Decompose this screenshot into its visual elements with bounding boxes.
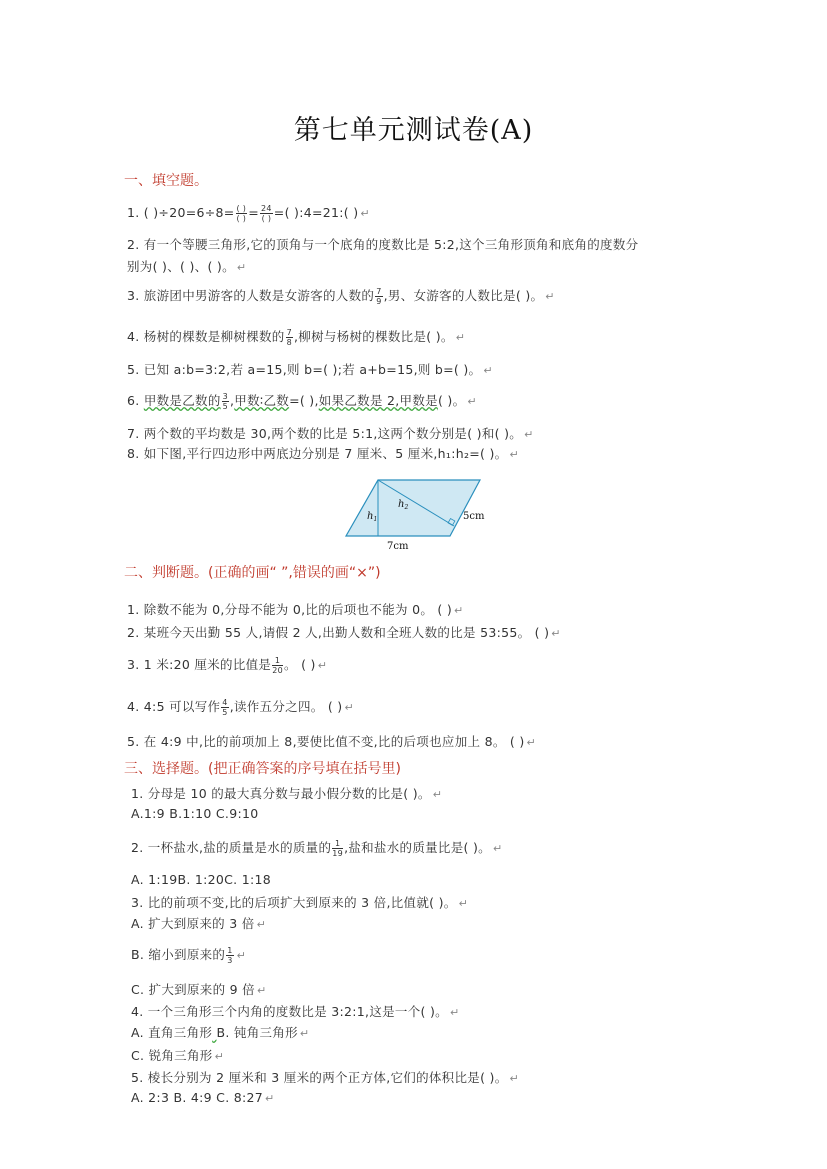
choice-question-5: 5. 棱长分别为 2 厘米和 3 厘米的两个正方体,它们的体积比是( )。 ↵ xyxy=(131,1070,520,1085)
fraction: $\frac{7}{9}$ xyxy=(376,287,382,306)
choice-question-2-options: A. 1:19B. 1:20C. 1:18 xyxy=(131,872,271,887)
fraction: $\frac{1}{19}$ xyxy=(332,839,344,858)
fraction: 24 ( ) xyxy=(261,204,272,223)
section-fill-heading: 一、填空题。 xyxy=(124,173,208,189)
fraction: $\frac{1}{3}$ xyxy=(227,946,233,965)
fill-question-2-line-2: 别为( )、( )、( )。 ↵ xyxy=(127,259,247,274)
judge-question-4: 4. 4:5 可以写作 $\frac{4}{5}$ ,读作五分之四。 ( ) ↵ xyxy=(127,698,354,717)
choice-question-3-option-c: C. 扩大到原来的 9 倍 ↵ xyxy=(131,982,267,997)
fill-question-8: 8. 如下图,平行四边形中两底边分别是 7 厘米、5 厘米,h₁:h₂=( )。 ↵ xyxy=(127,446,519,461)
choice-question-1-options: A.1:9 B.1:10 C.9:10 xyxy=(131,806,259,821)
label-h2: $h_2$ xyxy=(398,499,409,511)
page-title: 第七单元测试卷(A) xyxy=(293,115,534,146)
fill-question-2-line-1: 2. 有一个等腰三角形,它的顶角与一个底角的度数比是 5:2,这个三角形顶角和底角的度数分 xyxy=(127,237,639,252)
fill-question-6: 6. 甲数是乙数的 $\frac{3}{5}$ ,甲数∶乙数=( ),如果乙数是 2,甲数是( )。 ↵ xyxy=(127,392,477,411)
fraction: $\frac{1}{20}$ xyxy=(272,656,283,675)
judge-question-3: 3. 1 米:20 厘米的比值是 $\frac{1}{20}$ 。 ( ) ↵ xyxy=(127,656,328,675)
label-7cm: 7cm xyxy=(387,541,409,552)
label-h1: $h_1$ xyxy=(367,511,378,523)
section-choice-heading: 三、选择题。(把正确答案的序号填在括号里) xyxy=(124,761,401,777)
choice-question-4-options-ab: A. 直角三角形 B. 钝角三角形 ↵ xyxy=(131,1025,310,1040)
choice-question-4: 4. 一个三角形三个内角的度数比是 3:2:1,这是一个( )。 ↵ xyxy=(131,1004,460,1019)
fill-question-5: 5. 已知 a:b=3:2,若 a=15,则 b=( );若 a+b=15,则 b=( )。 ↵ xyxy=(127,362,493,377)
fraction: $\frac{3}{5}$ xyxy=(222,392,229,411)
choice-question-3: 3. 比的前项不变,比的后项扩大到原来的 3 倍,比值就( )。 ↵ xyxy=(131,895,469,910)
fill-question-4: 4. 杨树的棵数是柳树棵数的 $\frac{7}{8}$ ,柳树与杨树的棵数比是( )。 ↵ xyxy=(127,328,466,347)
section-judge-heading: 二、判断题。(正确的画“ ”,错误的画“×”) xyxy=(124,565,381,581)
fill-question-1: 1. ( )÷20=6÷8= ( ) ( ) = 24 ( ) =( ):4=21:( ) ↵ xyxy=(127,204,370,223)
judge-question-5: 5. 在 4:9 中,比的前项加上 8,要使比值不变,比的后项也应加上 8。 ( ) ↵ xyxy=(127,734,537,749)
choice-question-3-option-b: B. 缩小到原来的 $\frac{1}{3}$ ↵ xyxy=(131,946,247,965)
fraction: ( ) ( ) xyxy=(236,204,247,223)
parallelogram-figure xyxy=(340,476,490,552)
fill-question-7: 7. 两个数的平均数是 30,两个数的比是 5:1,这两个数分别是( )和( )。 ↵ xyxy=(127,426,534,441)
choice-question-3-option-a: A. 扩大到原来的 3 倍 ↵ xyxy=(131,916,267,931)
choice-question-1: 1. 分母是 10 的最大真分数与最小假分数的比是( )。 ↵ xyxy=(131,786,443,801)
judge-question-2: 2. 某班今天出勤 55 人,请假 2 人,出勤人数和全班人数的比是 53:55。 ( ) ↵ xyxy=(127,625,561,640)
choice-question-5-options: A. 2:3 B. 4:9 C. 8:27 ↵ xyxy=(131,1090,275,1105)
parallelogram-shape xyxy=(346,480,480,536)
fraction: $\frac{4}{5}$ xyxy=(222,698,228,717)
fraction: $\frac{7}{8}$ xyxy=(286,328,292,347)
fill-question-3: 3. 旅游团中男游客的人数是女游客的人数的 $\frac{7}{9}$ ,男、女游客的人数比是( )。 ↵ xyxy=(127,287,555,306)
label-5cm: 5cm xyxy=(463,511,485,522)
judge-question-1: 1. 除数不能为 0,分母不能为 0,比的后项也不能为 0。 ( ) ↵ xyxy=(127,602,464,617)
choice-question-4-option-c: C. 锐角三角形 ↵ xyxy=(131,1048,225,1063)
choice-question-2: 2. 一杯盐水,盐的质量是水的质量的 $\frac{1}{19}$ ,盐和盐水的质量比是( )。 ↵ xyxy=(131,839,503,858)
